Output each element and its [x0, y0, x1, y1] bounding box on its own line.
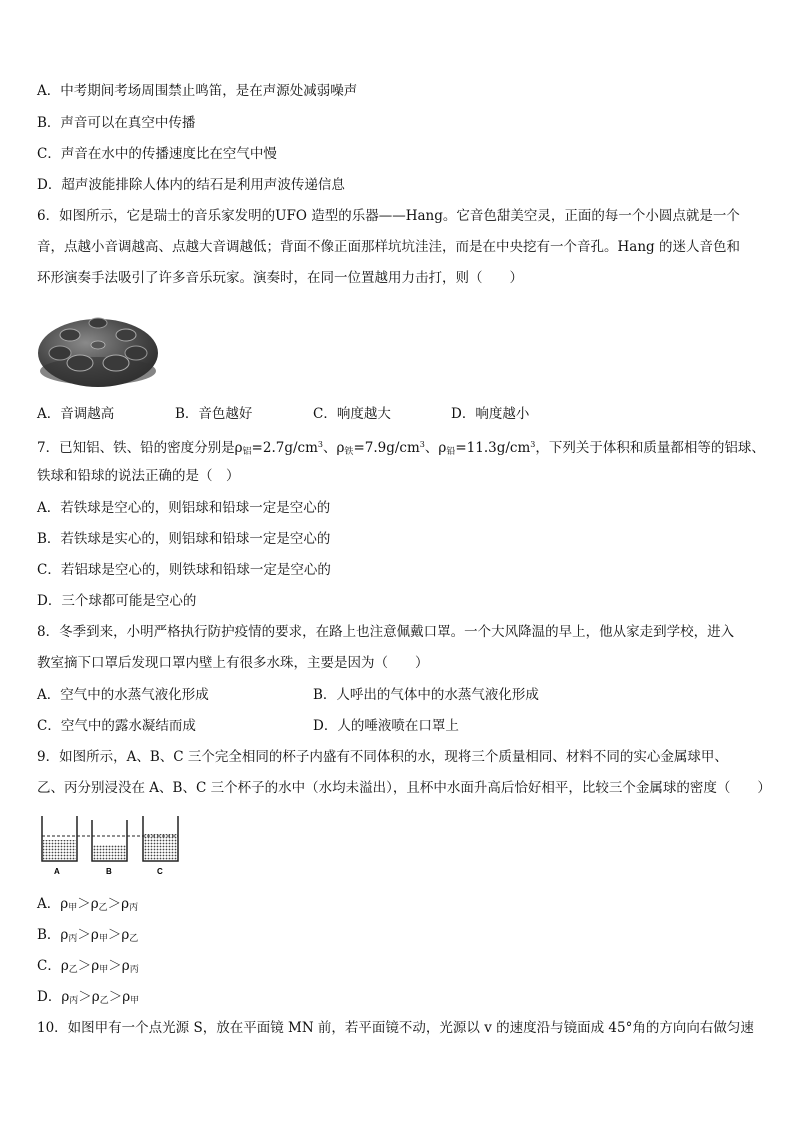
hang-drum-image	[36, 305, 160, 391]
q9-option-d: D．$\rho_丙>\rho_乙>\rho_甲$	[37, 989, 140, 1006]
q7-option-c: C．若铝球是空心的，则铁球和铅球一定是空心的	[37, 562, 331, 578]
q8-option-c: C．空气中的露水凝结而成	[37, 718, 196, 734]
q8-options-row-2	[37, 717, 589, 735]
q5-option-b: B．声音可以在真空中传播	[37, 115, 196, 131]
q8-options-row-1	[37, 686, 589, 704]
q7-option-b: B．若铁球是实心的，则铝球和铅球一定是空心的	[37, 531, 331, 547]
q6-option-c: C．响度越大	[313, 406, 391, 422]
q6-stem-line-3: 环形演奏手法吸引了许多音乐玩家。演奏时，在同一位置越用力击打，则（ ）	[37, 270, 523, 286]
q8-stem-line-2: 教室摘下口罩后发现口罩内壁上有很多水珠，主要是因为（ ）	[37, 655, 429, 671]
cup-label-c: C	[157, 867, 163, 876]
q9-stem-line-2: 乙、丙分别浸没在 A、B、C 三个杯子的水中（水均未溢出），且杯中水面升高后恰好相平，比较三个金属球的密度（ ）	[37, 780, 771, 796]
q7-stem-line-1: 7．已知铝、铁、铅的密度分别是$\rho_铝=2.7g/cm^3$、$\rho_铁=7.9g/cm^3$、$\rho_铅=11.3g/cm^3$，下列关于体积和质量都相等的铝球、	[37, 440, 765, 457]
q5-option-d: D．超声波能排除人体内的结石是利用声波传递信息	[37, 177, 345, 193]
q6-options	[37, 405, 589, 423]
q9-option-b: B．$\rho_丙>\rho_甲>\rho_乙$	[37, 927, 139, 944]
q8-option-d: D．人的唾液喷在口罩上	[313, 718, 459, 734]
q6-option-b: B．音色越好	[175, 406, 253, 422]
q8-stem-line-1: 8．冬季到来，小明严格执行防护疫情的要求，在路上也注意佩戴口罩。一个大风降温的早上，他从家走到学校，进入	[37, 624, 735, 640]
q9-stem-line-1: 9．如图所示，A、B、C 三个完全相同的杯子内盛有不同体积的水，现将三个质量相同、材料不同的实心金属球甲、	[37, 749, 728, 765]
q7-stem-line-2: 铁球和铅球的说法正确的是（ ）	[37, 468, 240, 484]
q6-stem-line-1: 6．如图所示，它是瑞士的音乐家发明的UFO 造型的乐器——Hang。它音色甜美空灵，正面的每一个小圆点就是一个	[37, 208, 740, 224]
q9-option-a: A．$\rho_甲>\rho_乙>\rho_丙$	[37, 896, 139, 913]
three-cups-figure	[36, 812, 180, 878]
q6-option-d: D．响度越小	[451, 406, 530, 422]
q5-option-c: C．声音在水中的传播速度比在空气中慢	[37, 146, 277, 162]
q7-option-d: D．三个球都可能是空心的	[37, 593, 197, 609]
q5-option-a: A．中考期间考场周围禁止鸣笛，是在声源处减弱噪声	[37, 83, 358, 99]
cup-label-b: B	[106, 867, 112, 876]
q10-stem-line-1: 10．如图甲有一个点光源 S，放在平面镜 MN 前，若平面镜不动，光源以 v 的速度沿与镜面成 45°角的方向向右做匀速	[37, 1020, 754, 1036]
cup-label-a: A	[54, 867, 60, 876]
q8-option-b: B．人呼出的气体中的水蒸气液化形成	[313, 687, 539, 703]
q7-option-a: A．若铁球是空心的，则铝球和铅球一定是空心的	[37, 500, 331, 516]
q9-option-c: C．$\rho_乙>\rho_甲>\rho_丙$	[37, 958, 139, 975]
q8-option-a: A．空气中的水蒸气液化形成	[37, 687, 209, 703]
q6-stem-line-2: 音，点越小音调越高、点越大音调越低；背面不像正面那样坑坑洼洼，而是在中央挖有一个音孔。Hang 的迷人音色和	[37, 239, 740, 255]
q6-option-a: A．音调越高	[37, 406, 115, 422]
